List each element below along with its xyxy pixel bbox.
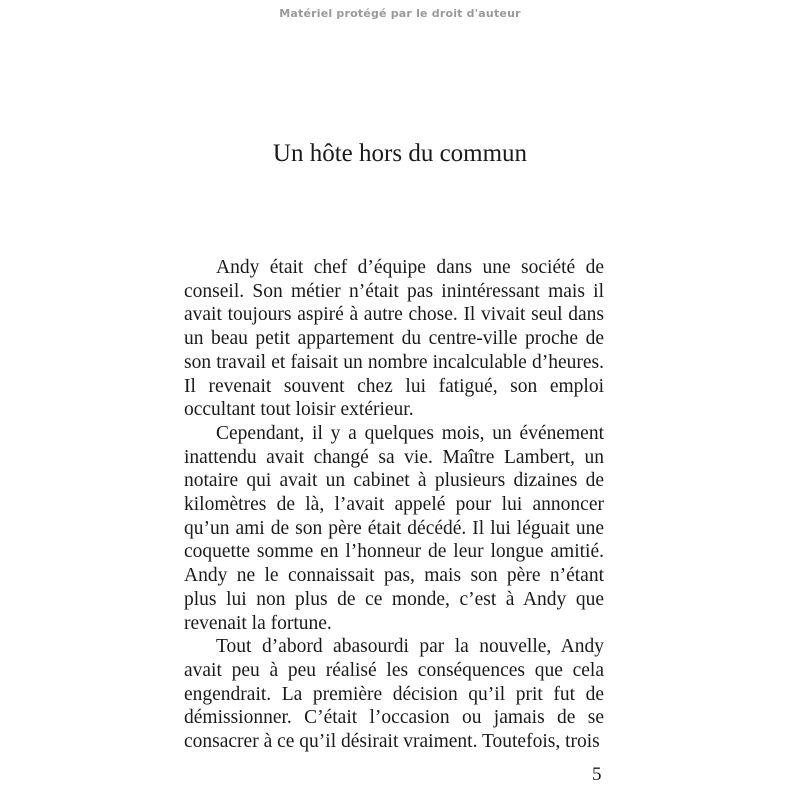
chapter-title: Un hôte hors du commun	[272, 140, 528, 167]
copyright-watermark: Matériel protégé par le droit d'auteur	[279, 7, 521, 20]
paragraph-3: Tout d’abord abasourdi par la nouvelle, Andy avait peu à peu réalisé les conséquences que cela engendrait. La première décision qu’il prit fut de démissionner. C’était l’occasion ou jamais de se consacrer à ce qu’il désirait vraiment. Toutefois, trois	[184, 636, 604, 753]
chapter-body	[184, 256, 604, 754]
paragraph-1: Andy était chef d’équipe dans une société de conseil. Son métier n’était pas inintéressant mais il avait toujours aspiré à autre chose. Il vivait seul dans un beau petit appartement du centre-ville proche de son travail et faisait un nombre incalculable d’heures. Il revenait souvent chez lui fatigué, son emploi occultant tout loisir extérieur.	[184, 257, 604, 421]
page-number: 5	[592, 764, 602, 785]
paragraph-2: Cependant, il y a quelques mois, un événement inattendu avait changé sa vie. Maître Lambert, un notaire qui avait un cabinet à plusieurs dizaines de kilomètres de là, l’avait appelé pour lui annoncer qu’un ami de son père était décédé. Il lui léguait une coquette somme en l’honneur de leur longue amitié. Andy ne le connaissait pas, mais son père n’étant plus lui non plus de ce monde, c’est à Andy que revenait la fortune.	[184, 422, 604, 634]
